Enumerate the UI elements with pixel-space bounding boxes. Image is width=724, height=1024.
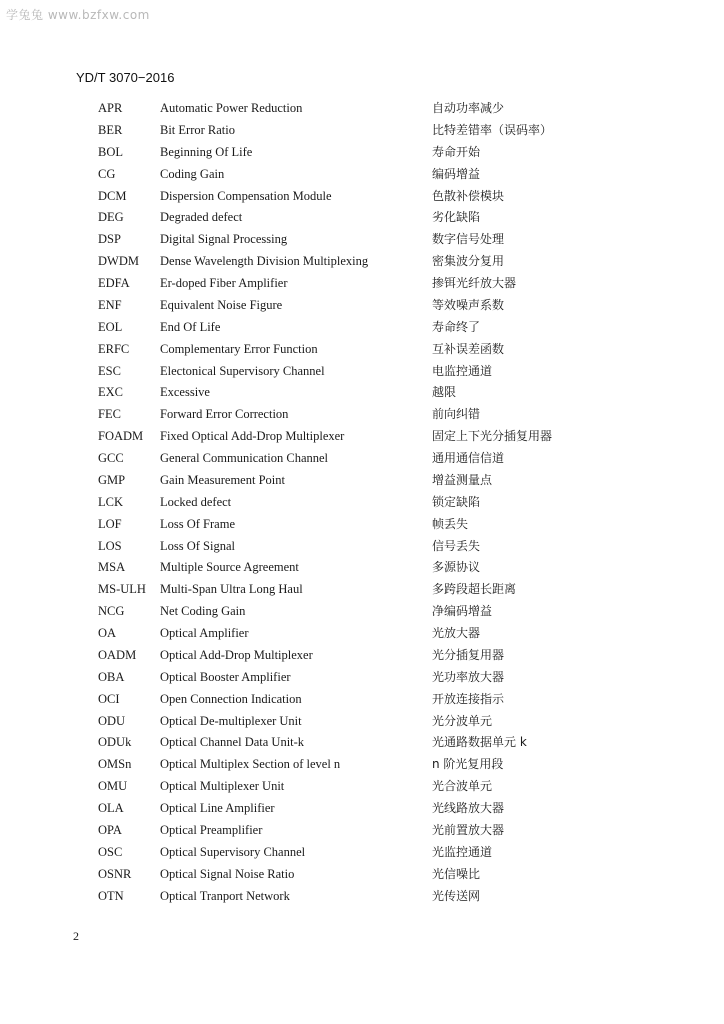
abbreviation-term: APR (98, 101, 123, 115)
abbreviation-row (0, 186, 724, 208)
abbreviation-term: LOF (98, 516, 122, 531)
abbreviation-row (0, 229, 724, 251)
abbreviation-term: BER (98, 122, 123, 137)
abbreviation-term: OPA (98, 822, 122, 837)
abbreviation-row (0, 798, 724, 820)
chinese-translation: 光分波单元 (432, 713, 493, 728)
english-expansion: Optical Tranport Network (160, 888, 290, 903)
abbreviation-row (0, 623, 724, 645)
abbreviation-row (0, 295, 724, 317)
chinese-translation: 寿命开始 (432, 144, 481, 159)
chinese-translation: 增益测量点 (432, 472, 493, 487)
abbreviation-term: ENF (98, 297, 122, 312)
chinese-translation: 自动功率减少 (432, 101, 505, 115)
chinese-translation: 光信噪比 (432, 866, 481, 881)
abbreviation-term: GCC (98, 451, 124, 465)
chinese-translation: 开放连接指示 (432, 691, 505, 706)
english-expansion: Electonical Supervisory Channel (160, 363, 325, 378)
chinese-translation: 寿命终了 (432, 319, 481, 334)
abbreviation-row (0, 470, 724, 492)
chinese-translation: 光功率放大器 (432, 669, 505, 684)
abbreviation-row (0, 601, 724, 623)
abbreviation-row (0, 557, 724, 579)
english-expansion: Optical Amplifier (160, 626, 249, 640)
english-expansion: Automatic Power Reduction (160, 101, 303, 115)
abbreviation-term: OBA (98, 669, 125, 684)
chinese-translation: 光通路数据单元 k (432, 735, 527, 750)
english-expansion: Net Coding Gain (160, 604, 246, 619)
chinese-translation: 前向纠错 (432, 407, 481, 422)
abbreviation-term: DEG (98, 210, 124, 225)
abbreviation-term: EXC (98, 385, 123, 400)
abbreviation-row (0, 689, 724, 711)
english-expansion: Multi-Span Ultra Long Haul (160, 582, 303, 597)
chinese-translation: n 阶光复用段 (432, 757, 504, 772)
abbreviation-term: BOL (98, 144, 123, 159)
abbreviation-term: ERFC (98, 341, 130, 356)
abbreviation-row (0, 382, 724, 404)
abbreviation-row (0, 754, 724, 776)
english-expansion: Optical Supervisory Channel (160, 844, 306, 859)
abbreviation-row (0, 820, 724, 842)
chinese-translation: 通用通信信道 (432, 451, 505, 465)
abbreviation-row (0, 886, 724, 908)
english-expansion: Gain Measurement Point (160, 472, 285, 487)
abbreviation-row (0, 251, 724, 273)
english-expansion: Optical Line Amplifier (160, 801, 275, 815)
abbreviation-list (0, 98, 724, 907)
abbreviation-term: OCI (98, 691, 120, 706)
abbreviation-term: OADM (98, 647, 137, 662)
english-expansion: Optical Preamplifier (160, 822, 263, 837)
english-expansion: Excessive (160, 385, 210, 400)
abbreviation-term: EOL (98, 319, 123, 334)
abbreviation-term: DWDM (98, 254, 139, 269)
chinese-translation: 越限 (432, 385, 457, 400)
english-expansion: Forward Error Correction (160, 407, 289, 422)
chinese-translation: 锁定缺陷 (432, 494, 481, 509)
document-code: YD/T 3070−2016 (76, 70, 175, 85)
abbreviation-term: ESC (98, 363, 121, 378)
english-expansion: Optical Multiplex Section of level n (160, 757, 341, 772)
abbreviation-row (0, 492, 724, 514)
abbreviation-term: LOS (98, 538, 122, 553)
chinese-translation: 光传送网 (432, 888, 481, 903)
chinese-translation: 光前置放大器 (432, 822, 505, 837)
english-expansion: Optical Add-Drop Multiplexer (160, 647, 313, 662)
abbreviation-term: OA (98, 626, 117, 640)
english-expansion: Optical Booster Amplifier (160, 669, 291, 684)
abbreviation-row (0, 448, 724, 470)
english-expansion: Loss Of Signal (160, 538, 235, 553)
english-expansion: Fixed Optical Add-Drop Multiplexer (160, 429, 345, 444)
chinese-translation: 净编码增益 (432, 604, 493, 619)
english-expansion: End Of Life (160, 319, 221, 334)
abbreviation-term: NCG (98, 604, 125, 619)
chinese-translation: 光合波单元 (432, 779, 493, 794)
english-expansion: Open Connection Indication (160, 691, 302, 706)
abbreviation-term: OMSn (98, 757, 132, 772)
abbreviation-row (0, 142, 724, 164)
chinese-translation: 掺铒光纤放大器 (432, 276, 517, 290)
chinese-translation: 编码增益 (432, 166, 481, 181)
page-number: 2 (73, 929, 79, 943)
abbreviation-term: EDFA (98, 276, 130, 290)
chinese-translation: 多跨段超长距离 (432, 582, 517, 597)
english-expansion: Locked defect (160, 494, 232, 509)
abbreviation-term: OTN (98, 888, 124, 903)
english-expansion: Bit Error Ratio (160, 122, 235, 137)
abbreviation-row (0, 645, 724, 667)
abbreviation-row (0, 536, 724, 558)
english-expansion: Multiple Source Agreement (160, 560, 299, 575)
abbreviation-term: GMP (98, 472, 126, 487)
abbreviation-term: FOADM (98, 429, 144, 444)
chinese-translation: 互补误差函数 (432, 341, 505, 356)
abbreviation-row (0, 711, 724, 733)
english-expansion: Coding Gain (160, 166, 225, 181)
english-expansion: Equivalent Noise Figure (160, 297, 283, 312)
abbreviation-row (0, 207, 724, 229)
english-expansion: Beginning Of Life (160, 144, 253, 159)
chinese-translation: 比特差错率（误码率） (432, 122, 553, 137)
chinese-translation: 劣化缺陷 (432, 210, 481, 225)
chinese-translation: 光放大器 (432, 626, 481, 640)
abbreviation-term: ODUk (98, 735, 132, 750)
chinese-translation: 帧丢失 (432, 516, 469, 531)
abbreviation-row (0, 579, 724, 601)
chinese-translation: 信号丢失 (432, 538, 481, 553)
chinese-translation: 光监控通道 (432, 844, 493, 859)
abbreviation-term: MS-ULH (98, 582, 146, 597)
abbreviation-row (0, 339, 724, 361)
abbreviation-term: FEC (98, 407, 121, 422)
abbreviation-term: MSA (98, 560, 126, 575)
abbreviation-row (0, 361, 724, 383)
abbreviation-term: OLA (98, 801, 124, 815)
chinese-translation: 等效噪声系数 (432, 297, 505, 312)
chinese-translation: 光分插复用器 (432, 647, 505, 662)
english-expansion: Dense Wavelength Division Multiplexing (160, 254, 369, 269)
abbreviation-row (0, 404, 724, 426)
chinese-translation: 数字信号处理 (432, 232, 505, 247)
abbreviation-row (0, 514, 724, 536)
english-expansion: Optical Channel Data Unit-k (160, 735, 305, 750)
abbreviation-term: CG (98, 166, 116, 181)
abbreviation-term: LCK (98, 494, 123, 509)
chinese-translation: 光线路放大器 (432, 801, 505, 815)
abbreviation-row (0, 426, 724, 448)
chinese-translation: 多源协议 (432, 560, 481, 575)
english-expansion: Digital Signal Processing (160, 232, 288, 247)
watermark: 学兔兔 www.bzfxw.com (6, 8, 150, 22)
abbreviation-row (0, 776, 724, 798)
chinese-translation: 电监控通道 (432, 363, 493, 378)
abbreviation-row (0, 864, 724, 886)
chinese-translation: 固定上下光分插复用器 (432, 429, 553, 444)
abbreviation-term: DSP (98, 232, 121, 247)
abbreviation-term: ODU (98, 713, 126, 728)
abbreviation-row (0, 120, 724, 142)
english-expansion: Optical Signal Noise Ratio (160, 866, 295, 881)
english-expansion: Optical De-multiplexer Unit (160, 713, 302, 728)
abbreviation-row (0, 273, 724, 295)
abbreviation-row (0, 164, 724, 186)
abbreviation-row (0, 667, 724, 689)
english-expansion: Dispersion Compensation Module (160, 188, 332, 203)
english-expansion: Loss Of Frame (160, 516, 235, 531)
chinese-translation: 色散补偿模块 (432, 188, 505, 203)
english-expansion: General Communication Channel (160, 451, 329, 465)
abbreviation-term: OSNR (98, 866, 132, 881)
english-expansion: Er-doped Fiber Amplifier (160, 276, 288, 290)
chinese-translation: 密集波分复用 (432, 254, 505, 269)
abbreviation-row (0, 98, 724, 120)
english-expansion: Complementary Error Function (160, 341, 318, 356)
english-expansion: Degraded defect (160, 210, 243, 225)
abbreviation-row (0, 317, 724, 339)
english-expansion: Optical Multiplexer Unit (160, 779, 285, 794)
abbreviation-row (0, 842, 724, 864)
abbreviation-term: DCM (98, 188, 127, 203)
abbreviation-term: OMU (98, 779, 128, 794)
abbreviation-term: OSC (98, 844, 123, 859)
abbreviation-row (0, 732, 724, 754)
